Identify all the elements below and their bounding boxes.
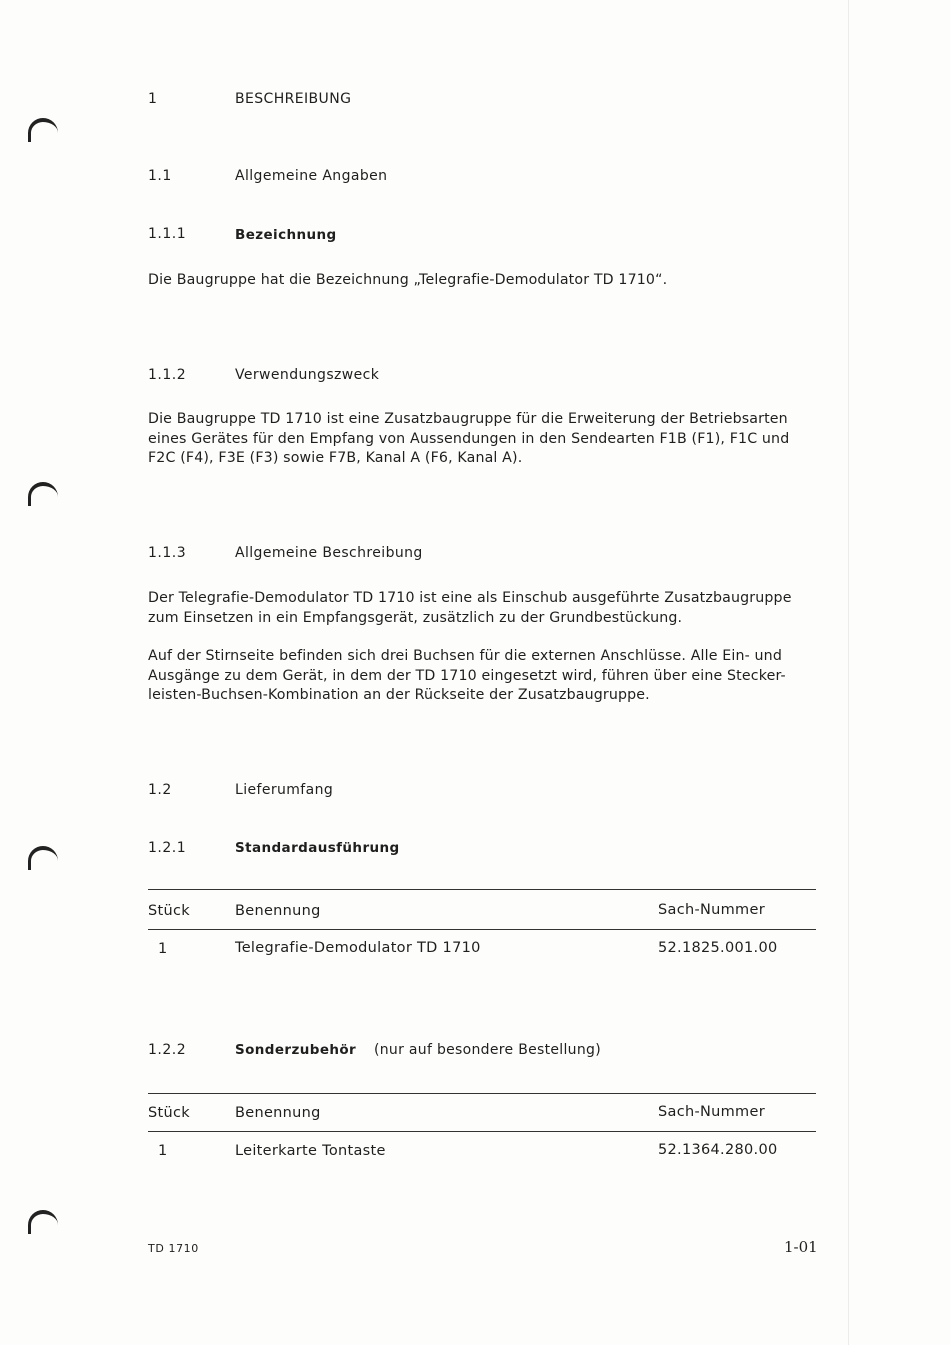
page-number: 1-01 [784, 1238, 818, 1256]
table-rule [148, 1131, 816, 1132]
section-title: Verwendungszweck [235, 367, 380, 383]
section-number: 1.2.1 [148, 840, 187, 856]
table-cell-name: Leiterkarte Tontaste [235, 1143, 386, 1159]
punch-hole-mark [28, 1210, 58, 1234]
table-cell-qty: 1 [158, 941, 168, 957]
table-rule [148, 889, 816, 890]
table-header-name: Benennung [235, 903, 321, 919]
section-title: Allgemeine Angaben [235, 168, 388, 184]
section-number: 1.1 [148, 168, 172, 184]
section-title: Allgemeine Beschreibung [235, 545, 423, 561]
table-cell-part: 52.1825.001.00 [658, 940, 778, 956]
paragraph: Der Telegrafie-Demodulator TD 1710 ist eine als Einschub ausgeführte Zusatzbaugruppe zum Einsetzen in ein Empfangsgerät, zusätzlich zu der Grundbestückung. [148, 590, 792, 626]
table-header-name: Benennung [235, 1105, 321, 1121]
section-number: 1.2.2 [148, 1042, 187, 1058]
section-title: Lieferumfang [235, 782, 334, 798]
section-title: Standardausführung [235, 840, 400, 856]
table-header-part: Sach-Nummer [658, 902, 765, 918]
table-rule [148, 929, 816, 930]
punch-hole-mark [28, 846, 58, 870]
table-header-qty: Stück [148, 903, 190, 919]
table-cell-qty: 1 [158, 1143, 168, 1159]
section-number: 1.1.1 [148, 226, 187, 242]
table-cell-name: Telegrafie-Demodulator TD 1710 [235, 940, 481, 956]
paragraph: Die Baugruppe TD 1710 ist eine Zusatzbaugruppe für die Erweiterung der Betriebsarten eines Gerätes für den Empfang von Aussendungen in den Sendearten F1B (F1), F1C und F2C (F4), F3E (F3) sowie F7B, Kanal A (F6, Kanal A). [148, 411, 790, 466]
scan-artifact-line [848, 0, 849, 1345]
table-header-part: Sach-Nummer [658, 1104, 765, 1120]
section-note: (nur auf besondere Bestellung) [374, 1042, 601, 1058]
table-rule [148, 1093, 816, 1094]
section-number: 1.1.3 [148, 545, 187, 561]
section-title: Bezeichnung [235, 227, 337, 243]
section-number: 1.1.2 [148, 367, 187, 383]
chapter-title: BESCHREIBUNG [235, 91, 352, 107]
paragraph: Auf der Stirnseite befinden sich drei Buchsen für die externen Anschlüsse. Alle Ein- und Ausgänge zu dem Gerät, in dem der TD 1710 eingesetzt wird, führen über eine Stecker-leisten-Buchsen-Kombination an der Rückseite der Zusatzbaugruppe. [148, 648, 786, 703]
table-header-qty: Stück [148, 1105, 190, 1121]
footer-doc-id: TD 1710 [148, 1242, 199, 1255]
section-title: Sonderzubehör [235, 1042, 357, 1058]
table-cell-part: 52.1364.280.00 [658, 1142, 778, 1158]
paragraph: Die Baugruppe hat die Bezeichnung „Telegrafie-Demodulator TD 1710“. [148, 272, 668, 288]
punch-hole-mark [28, 482, 58, 506]
punch-hole-mark [28, 118, 58, 142]
section-number: 1.2 [148, 782, 172, 798]
section-number: 1 [148, 91, 158, 107]
